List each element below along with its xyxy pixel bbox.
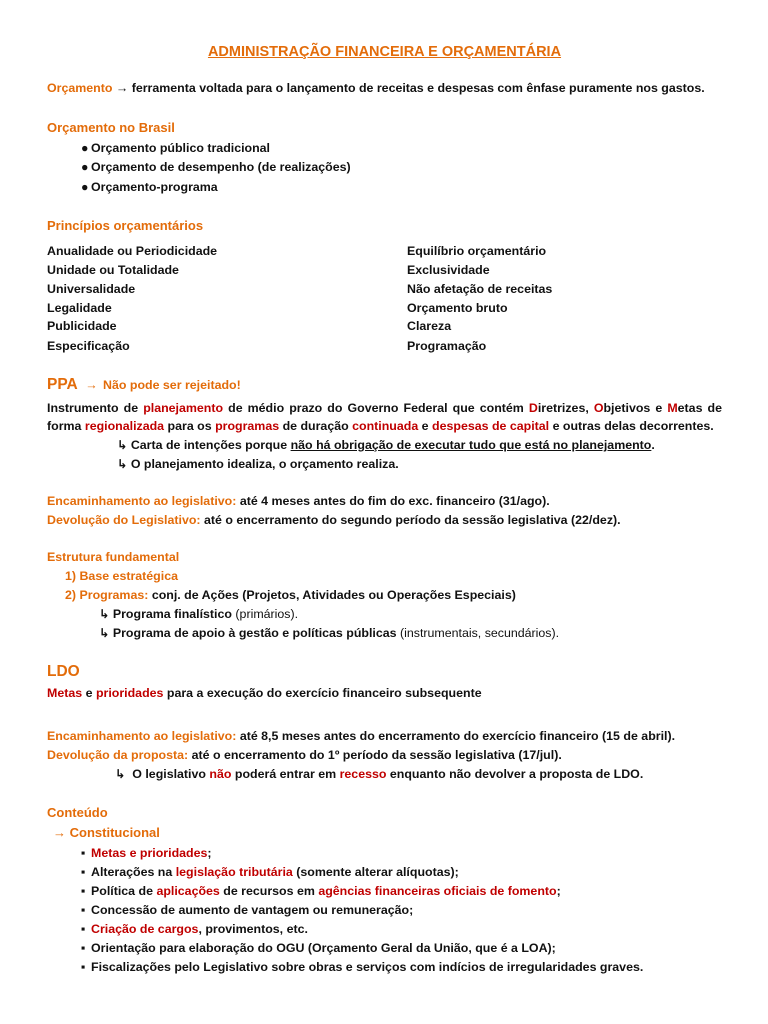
ppa-paragraph-line-2 — [47, 418, 714, 434]
text: O — [593, 401, 604, 415]
principio-right: Exclusividade — [407, 263, 490, 277]
text: planejamento — [143, 401, 224, 415]
ldo-definition — [47, 685, 482, 701]
text: Orientação para elaboração do OGU (Orçamento Geral da União, que é a LOA); — [91, 941, 556, 955]
text: continuada — [352, 419, 419, 433]
document-title: ADMINISTRAÇÃO FINANCEIRA E ORÇAMENTÁRIA — [207, 44, 562, 60]
text: O planejamento idealiza, o orçamento realiza. — [130, 457, 399, 471]
text: (somente alterar alíquotas); — [296, 865, 459, 879]
text: . — [651, 438, 655, 452]
text: de médio prazo do Governo Federal que contém — [228, 401, 524, 415]
conteudo-heading: Conteúdo — [47, 805, 108, 820]
list-item — [81, 864, 459, 880]
text: prioridades — [95, 686, 164, 700]
square-bullet-icon: ▪ — [81, 941, 86, 955]
text: e — [421, 419, 429, 433]
text: regionalizada — [84, 419, 165, 433]
bullet-icon: ● — [81, 180, 89, 194]
list-item — [81, 883, 561, 899]
orcamento-definition — [47, 80, 705, 96]
label: Devolução da proposta: — [47, 748, 189, 762]
number: 1) — [65, 569, 77, 583]
principio-left: Anualidade ou Periodicidade — [47, 244, 218, 258]
text: ; — [207, 846, 212, 860]
text: iretrizes, — [537, 401, 589, 415]
list-item — [81, 902, 413, 918]
estrutura-item-1 — [65, 568, 178, 584]
square-bullet-icon: ▪ — [81, 884, 86, 898]
principios-heading: Princípios orçamentários — [47, 218, 204, 233]
square-bullet-icon: ▪ — [81, 865, 86, 879]
text: Alterações na — [91, 865, 173, 879]
text: até 4 meses antes do fim do exc. financeiro (31/ago). — [239, 494, 550, 508]
constitucional-heading — [53, 825, 160, 841]
list-item — [81, 940, 556, 956]
ppa-paragraph-line-1 — [47, 400, 722, 416]
estrutura-heading: Estrutura fundamental — [47, 550, 180, 564]
list-item-label: Orçamento-programa — [91, 180, 218, 194]
text: M — [667, 401, 678, 415]
list-item — [81, 845, 212, 861]
principio-left: Especificação — [47, 339, 130, 353]
text: recesso — [339, 767, 387, 781]
text: de duração — [282, 419, 349, 433]
ldo-note — [115, 766, 643, 782]
text: bjetivos e — [603, 401, 663, 415]
square-bullet-icon: ▪ — [81, 903, 86, 917]
text: Metas — [47, 686, 83, 700]
ppa-heading: PPA — [47, 376, 78, 393]
text: e outras delas decorrentes. — [552, 419, 714, 433]
text: O legislativo — [132, 767, 206, 781]
text: até 8,5 meses antes do encerramento do exercício financeiro (15 de abril). — [239, 729, 676, 743]
ppa-heading-line — [47, 377, 241, 393]
estrutura-sub-item — [99, 625, 559, 641]
text: para a execução do exercício financeiro subsequente — [166, 686, 482, 700]
ppa-note: Não pode ser rejeitado! — [103, 378, 241, 392]
square-bullet-icon: ▪ — [81, 846, 86, 860]
principio-right: Não afetação de receitas — [407, 282, 553, 296]
return-arrow-icon: ↳ — [115, 767, 126, 781]
ppa-sub-item — [117, 456, 399, 472]
list-item — [81, 179, 218, 195]
text: forma — [47, 419, 82, 433]
text: Programa finalístico — [112, 607, 232, 621]
square-bullet-icon: ▪ — [81, 960, 86, 974]
text: D — [528, 401, 538, 415]
return-arrow-icon: ↳ — [117, 457, 128, 471]
text: Metas e prioridades — [91, 846, 208, 860]
estrutura-sub-item — [99, 606, 298, 622]
label: Encaminhamento ao legislativo: — [47, 729, 237, 743]
list-item — [81, 959, 643, 975]
brasil-heading: Orçamento no Brasil — [47, 120, 175, 135]
number: 2) — [65, 588, 77, 602]
label: Encaminhamento ao legislativo: — [47, 494, 237, 508]
text: até o encerramento do segundo período da sessão legislativa (22/dez). — [204, 513, 621, 527]
estrutura-item-2 — [65, 587, 516, 603]
principio-left: Unidade ou Totalidade — [47, 263, 179, 277]
ldo-encaminhamento — [47, 728, 675, 744]
text: agências financeiras oficiais de fomento — [318, 884, 557, 898]
text: aplicações — [156, 884, 220, 898]
text: enquanto não devolver a proposta de LDO. — [389, 767, 644, 781]
list-item — [81, 921, 308, 937]
text: não há obrigação de executar tudo que está no planejamento — [290, 438, 652, 452]
arrow-icon: → — [115, 81, 129, 95]
square-bullet-icon: ▪ — [81, 922, 86, 936]
principio-right: Clareza — [407, 319, 452, 333]
list-item-label: Orçamento de desempenho (de realizações) — [91, 160, 351, 174]
principio-left: Universalidade — [47, 282, 136, 296]
ppa-devolucao — [47, 512, 621, 528]
orcamento-term: Orçamento — [47, 81, 113, 95]
text: Carta de intenções porque — [130, 438, 288, 452]
text: e — [85, 686, 93, 700]
arrow-icon: → — [85, 378, 98, 392]
return-arrow-icon: ↳ — [117, 438, 128, 452]
text: (primários). — [235, 607, 299, 621]
ldo-devolucao — [47, 747, 562, 763]
return-arrow-icon: ↳ — [99, 607, 110, 621]
list-item — [81, 140, 270, 156]
principio-left: Publicidade — [47, 319, 117, 333]
return-arrow-icon: ↳ — [99, 626, 110, 640]
ppa-encaminhamento — [47, 493, 550, 509]
label: Devolução do Legislativo: — [47, 513, 201, 527]
text: Política de — [91, 884, 153, 898]
text: Fiscalizações pelo Legislativo sobre obras e serviços com indícios de irregularidades graves. — [91, 960, 644, 974]
text: Instrumento de — [47, 401, 139, 415]
text: despesas de capital — [432, 419, 550, 433]
text: de recursos em — [223, 884, 315, 898]
ldo-heading: LDO — [47, 663, 80, 680]
text: Concessão de aumento de vantagem ou remuneração; — [91, 903, 414, 917]
arrow-icon: → — [53, 825, 66, 840]
text: ; — [556, 884, 561, 898]
text: Constitucional — [69, 825, 160, 840]
principio-right: Programação — [407, 339, 487, 353]
text: Base estratégica — [79, 569, 178, 583]
text: poderá entrar em — [234, 767, 337, 781]
text: (instrumentais, secundários). — [400, 626, 560, 640]
orcamento-text: ferramenta voltada para o lançamento de receitas e despesas com ênfase puramente nos gastos. — [131, 81, 705, 95]
principio-right: Orçamento bruto — [407, 301, 508, 315]
text: até o encerramento do 1º período da sessão legislativa (17/jul). — [191, 748, 562, 762]
text: , provimentos, etc. — [198, 922, 308, 936]
principio-left: Legalidade — [47, 301, 112, 315]
text: etas de — [677, 401, 722, 415]
text: Criação de cargos — [91, 922, 199, 936]
text: programas — [215, 419, 280, 433]
principio-right: Equilíbrio orçamentário — [407, 244, 547, 258]
text: não — [209, 767, 232, 781]
bullet-icon: ● — [81, 141, 89, 155]
text: Programa de apoio à gestão e políticas públicas — [112, 626, 397, 640]
text: para os — [167, 419, 212, 433]
list-item-label: Orçamento público tradicional — [91, 141, 271, 155]
label: Programas: — [79, 588, 149, 602]
text: conj. de Ações (Projetos, Atividades ou Operações Especiais) — [151, 588, 516, 602]
list-item — [81, 159, 351, 175]
bullet-icon: ● — [81, 160, 89, 174]
text: legislação tributária — [175, 865, 293, 879]
ppa-sub-item — [117, 437, 655, 453]
